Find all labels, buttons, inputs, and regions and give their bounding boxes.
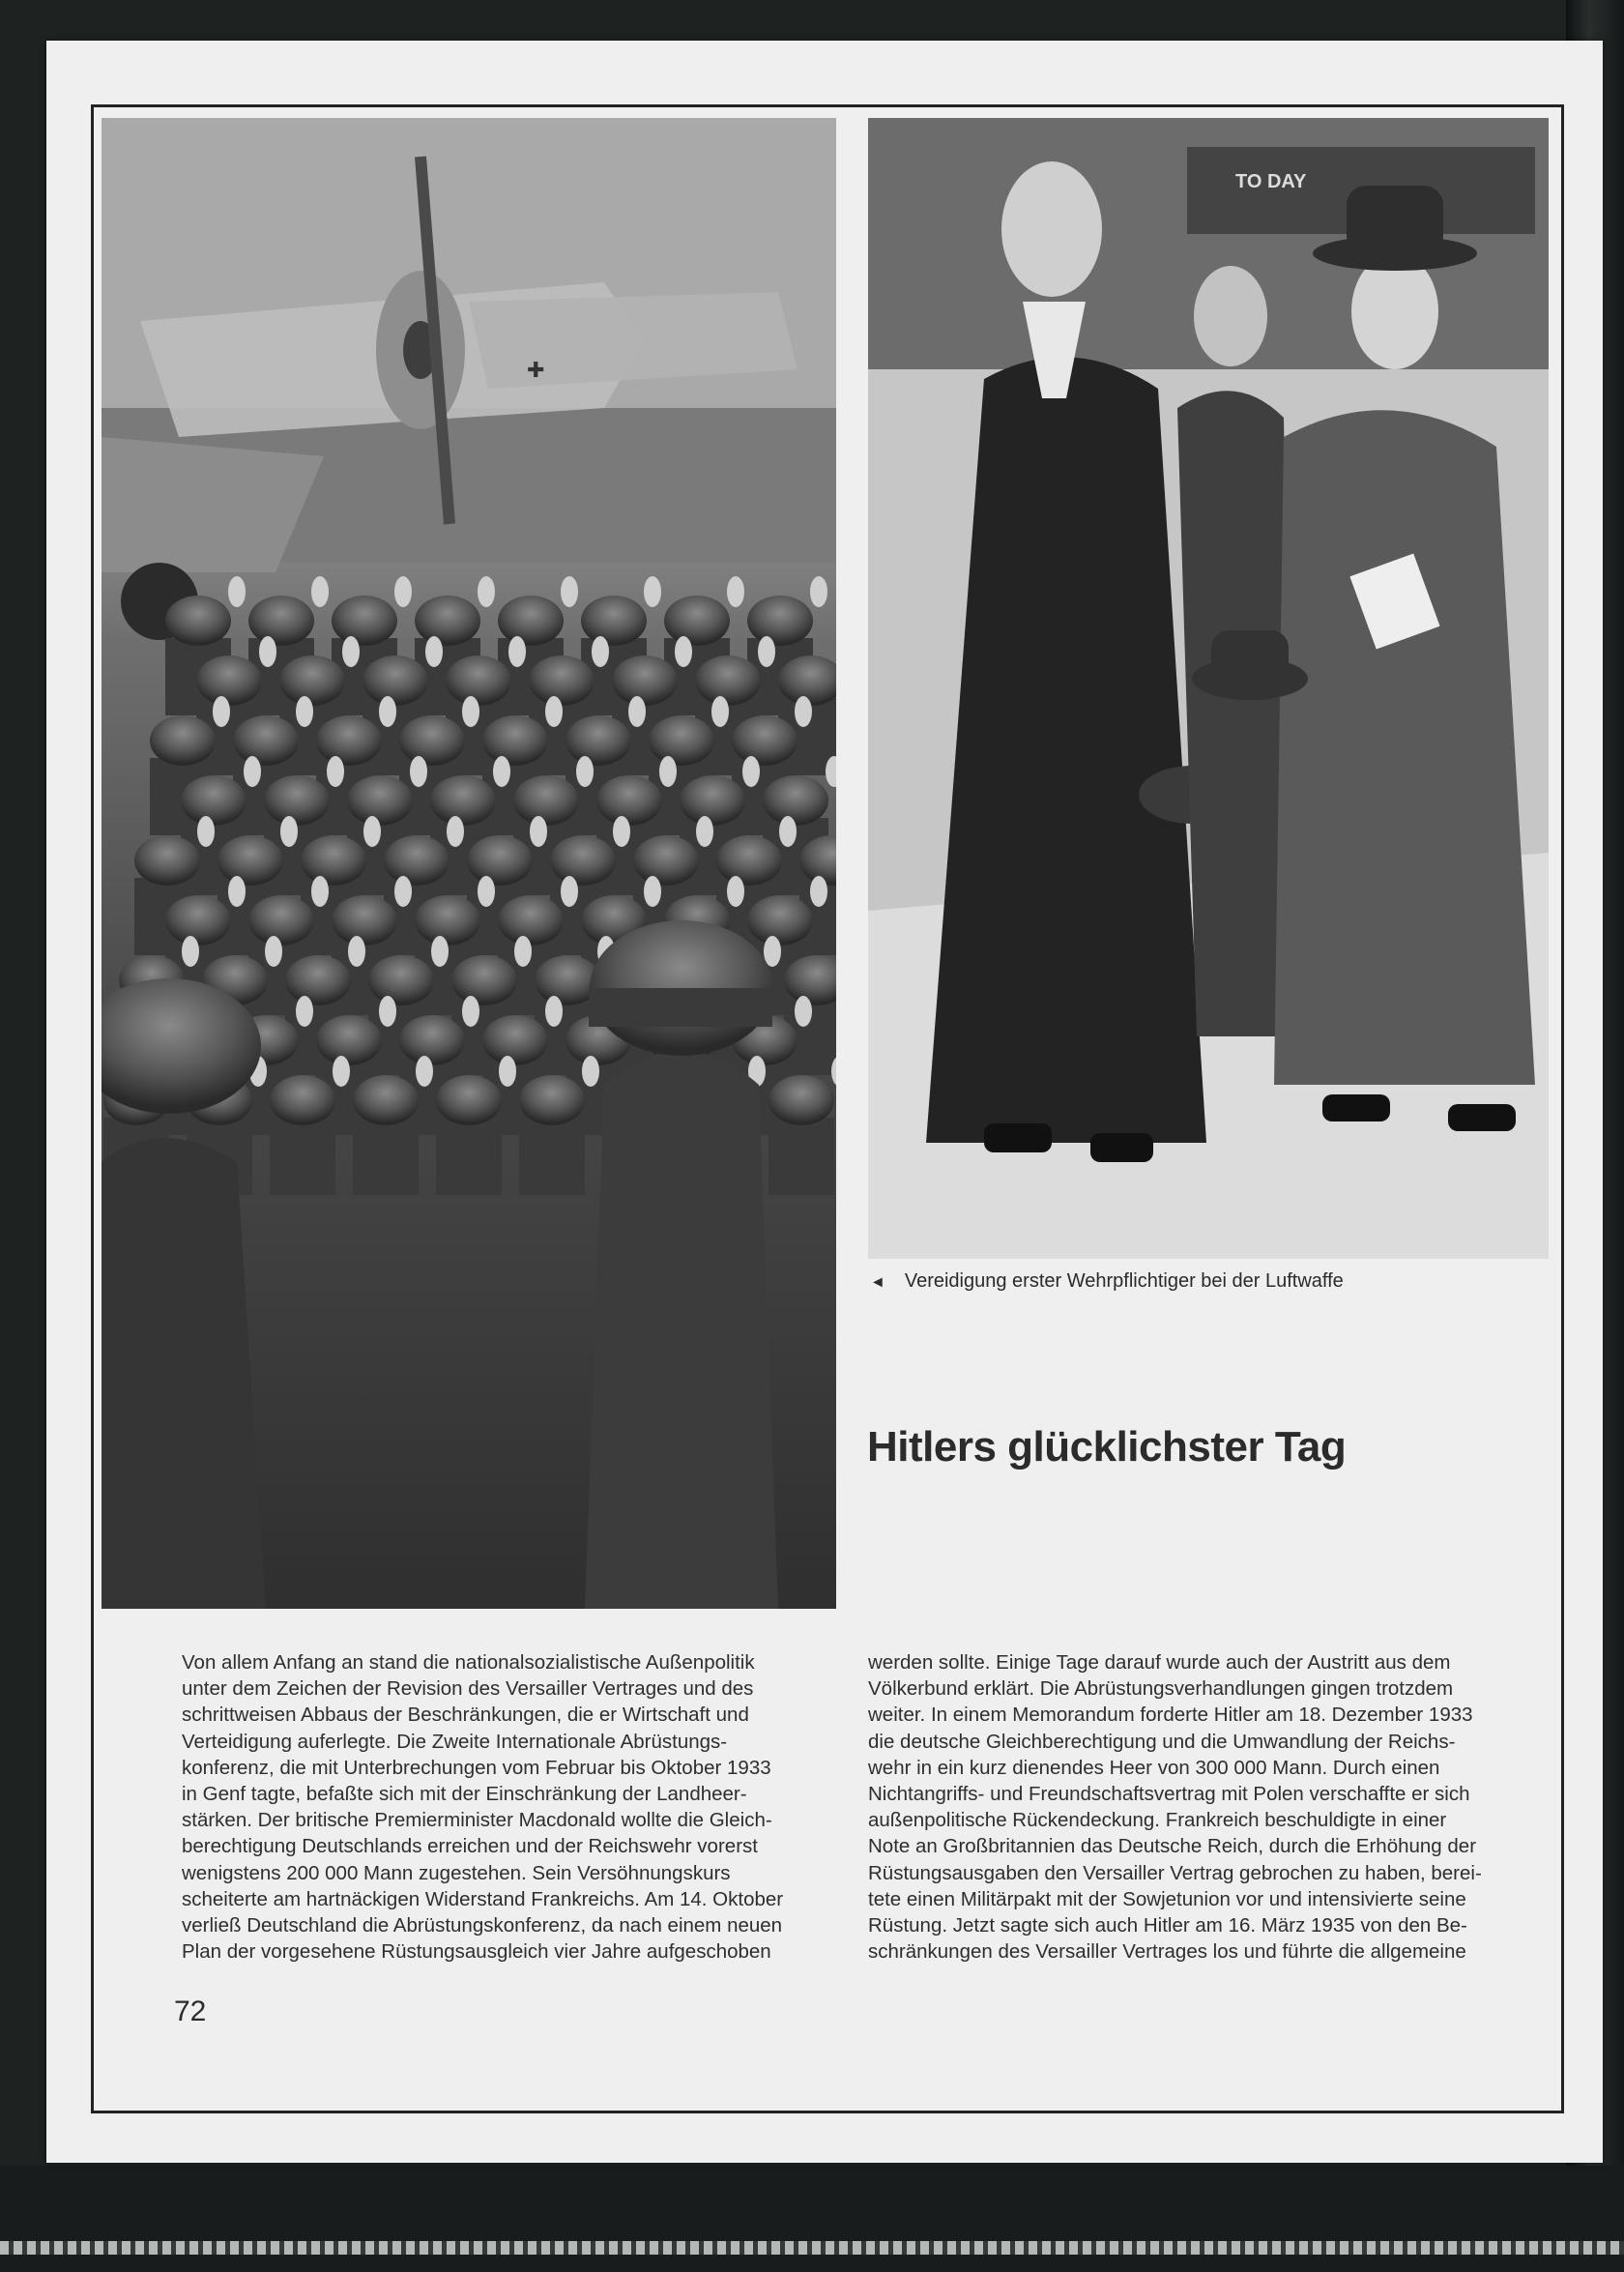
raised-hand [333,1056,350,1087]
body-line: Nichtangriffs- und Freundschaftsvertrag mit Polen verschaffte er sich [868,1783,1470,1806]
raised-hand [628,696,646,727]
raised-hand [561,576,578,607]
soldier-helmet [451,955,517,1005]
raised-hand [431,936,449,967]
raised-hand [296,696,313,727]
raised-hand [311,576,329,607]
soldier-helmet [436,1075,502,1125]
soldier-helmet [384,835,450,886]
raised-hand [530,816,547,847]
soldier-helmet [768,1075,834,1125]
soldier-helmet [196,655,262,706]
raised-hand [462,996,479,1027]
soldier-helmet [482,715,548,766]
soldier-helmet [233,715,299,766]
body-column-left [182,1649,837,1965]
body-line: Von allem Anfang an stand die nationalsozialistische Außenpolitik [182,1651,755,1674]
photo-men-in-coats [868,118,1549,1259]
body-line: konferenz, die mit Unterbrechungen vom Februar bis Oktober 1933 [182,1756,771,1779]
soldier-helmet [695,655,761,706]
raised-hand [727,576,744,607]
body-line: werden sollte. Einige Tage darauf wurde auch der Austritt aus dem [868,1651,1451,1674]
soldier-helmet [134,835,200,886]
body-line: unter dem Zeichen der Revision des Versailler Vertrages und des [182,1677,754,1701]
body-line: Rüstungsausgaben den Versailler Vertrag gebrochen zu haben, berei- [868,1861,1482,1884]
photo-luftwaffe-swearing-in [102,118,836,1609]
raised-hand [644,576,661,607]
raised-hand [425,636,443,667]
soldier-helmet [680,775,745,826]
body-line: stärken. Der britische Premierminister Macdonald wollte die Gleich- [182,1809,772,1832]
soldier-helmet [566,715,631,766]
raised-hand [478,876,495,907]
soldier-helmet [399,1015,465,1065]
soldier-body [270,1118,335,1195]
raised-hand [644,876,661,907]
soldier-helmet [519,1075,585,1125]
soldier-helmet [165,895,231,946]
raised-hand [311,876,329,907]
soldier-helmet [596,775,662,826]
soldier-body [768,1118,834,1195]
body-line: weiter. In einem Memorandum forderte Hitler am 18. Dezember 1933 [868,1704,1473,1727]
soldier-helmet [763,775,828,826]
sleeve-perforation [0,2241,1624,2255]
body-line: Verteidigung auferlegte. Die Zweite Internationale Abrüstungs- [182,1730,728,1753]
soldier-helmet [747,596,813,646]
soldier-helmet [316,715,382,766]
soldier-body [519,1118,585,1195]
raised-hand [675,636,692,667]
raised-hand [493,756,510,787]
raised-hand [327,756,344,787]
raised-hand [742,756,760,787]
soldier-helmet [482,1015,548,1065]
raised-hand [379,996,396,1027]
caption-arrow-icon: ◄ [870,1274,885,1291]
raised-hand [478,576,495,607]
soldier-helmet [279,655,345,706]
soldier-helmet [529,655,594,706]
raised-hand [213,696,230,727]
body-line: Rüstung. Jetzt sagte sich auch Hitler am 16. März 1935 von den Be- [868,1914,1467,1937]
raised-hand [545,996,563,1027]
soldier-helmet [513,775,579,826]
album-sleeve-bottom [0,2166,1624,2272]
raised-hand [508,636,526,667]
svg-text:✚: ✚ [527,358,545,382]
raised-hand [265,936,282,967]
raised-hand [499,1056,516,1087]
body-line: wenigstens 200 000 Mann zugestehen. Sein Versöhnungskurs [182,1861,731,1884]
body-line: wehr in ein kurz dienendes Heer von 300 000 Mann. Durch einen [868,1756,1440,1779]
raised-hand [280,816,298,847]
soldier-helmet [353,1075,419,1125]
raised-hand [228,876,246,907]
soldier-helmet [218,835,283,886]
soldier-helmet [467,835,533,886]
soldier-helmet [612,655,678,706]
soldier-helmet [415,895,480,946]
raised-hand [727,876,744,907]
raised-hand [462,696,479,727]
soldier-body [353,1118,419,1195]
soldier-helmet [550,835,616,886]
body-line: schrittweisen Abbaus der Beschränkungen, die er Wirtschaft und [182,1704,749,1727]
svg-text:TO DAY: TO DAY [1235,171,1307,192]
raised-hand [394,576,412,607]
soldier-helmet [498,596,564,646]
raised-hand [810,876,827,907]
raised-hand [810,576,827,607]
body-line: tete einen Militärpakt mit der Sowjetunion vor und intensivierte seine [868,1887,1466,1910]
body-line: verließ Deutschland die Abrüstungskonferenz, da nach einem neuen [182,1914,783,1937]
soldier-helmet [399,715,465,766]
soldier-body [436,1118,502,1195]
body-line: in Genf tagte, befaßte sich mit der Einschränkung der Landheer- [182,1783,747,1806]
soldier-helmet [368,955,434,1005]
soldier-helmet [165,596,231,646]
raised-hand [259,636,276,667]
soldier-helmet [181,775,246,826]
raised-hand [779,816,797,847]
body-line: berechtigung Deutschlands erreichen und der Reichswehr vorerst [182,1835,758,1858]
article-headline: Hitlers glücklichster Tag [867,1423,1347,1471]
soldier-helmet [664,596,730,646]
body-line: schränkungen des Versailler Vertrages los und führte die allgemeine [868,1940,1466,1964]
soldier-helmet [301,835,366,886]
raised-hand [592,636,609,667]
soldier-helmet [581,596,647,646]
soldier-helmet [732,715,798,766]
raised-hand [561,876,578,907]
raised-hand [795,696,812,727]
raised-hand [514,936,532,967]
raised-hand [296,996,313,1027]
soldier-helmet [248,596,314,646]
raised-hand [545,696,563,727]
soldier-helmet [347,775,413,826]
raised-hand [576,756,594,787]
raised-hand [758,636,775,667]
raised-hand [197,816,215,847]
soldier-helmet [270,1075,335,1125]
caption-text: Vereidigung erster Wehrpflichtiger bei der Luftwaffe [904,1270,1344,1292]
soldier-helmet [264,775,330,826]
body-column-right [868,1649,1523,1965]
soldier-helmet [415,596,480,646]
body-line: Plan der vorgesehene Rüstungsausgleich vier Jahre aufgeschoben [182,1940,771,1964]
photo-caption [868,1267,1549,1296]
raised-hand [228,576,246,607]
raised-hand [244,756,261,787]
raised-hand [613,816,630,847]
body-line: außenpolitische Rückendeckung. Frankreich beschuldigte in einer [868,1809,1447,1832]
soldier-helmet [316,1015,382,1065]
raised-hand [342,636,360,667]
raised-hand [416,1056,433,1087]
soldier-helmet [446,655,511,706]
raised-hand [711,696,729,727]
raised-hand [582,1056,599,1087]
soldier-helmet [285,955,351,1005]
body-line: Völkerbund erklärt. Die Abrüstungsverhandlungen gingen trotzdem [868,1677,1454,1701]
raised-hand [410,756,427,787]
soldier-helmet [150,715,216,766]
soldier-helmet [362,655,428,706]
soldier-helmet [430,775,496,826]
soldier-helmet [248,895,314,946]
soldier-helmet [332,596,397,646]
body-line: scheiterte am hartnäckigen Widerstand Frankreichs. Am 14. Oktober [182,1887,784,1910]
raised-hand [394,876,412,907]
raised-hand [447,816,464,847]
soldier-helmet [649,715,714,766]
body-line: Note an Großbritannien das Deutsche Reich, durch die Erhöhung der [868,1835,1477,1858]
raised-hand [659,756,677,787]
raised-hand [379,696,396,727]
raised-hand [182,936,199,967]
raised-hand [363,816,381,847]
soldier-helmet [332,895,397,946]
raised-hand [795,996,812,1027]
soldier-helmet [498,895,564,946]
body-line: die deutsche Gleichberechtigung und die Umwandlung der Reichs- [868,1730,1456,1753]
raised-hand [348,936,365,967]
soldier-helmet [716,835,782,886]
raised-hand [696,816,713,847]
soldier-helmet [633,835,699,886]
page-number: 72 [174,1995,207,2027]
soldier-helmet [747,895,813,946]
